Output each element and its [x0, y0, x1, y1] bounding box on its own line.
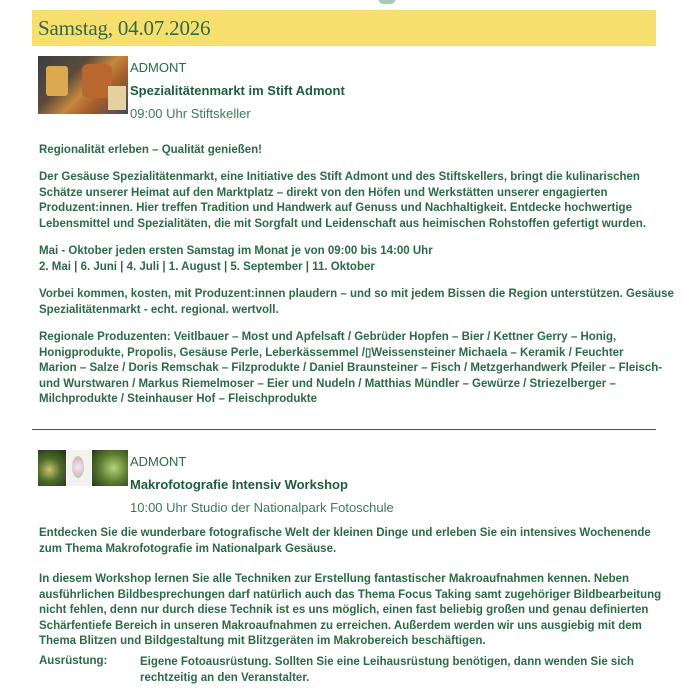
event-text-line: Schätze unserer Heimat auf den Marktplatz – direkt von den Höfen und Werkstätten unserer engagierten: [39, 186, 608, 199]
thumbnail-detail: [108, 86, 126, 110]
equipment-label: Ausrüstung:: [39, 655, 108, 667]
event-time: 09:00 Uhr Stiftskeller: [130, 106, 251, 121]
event-text-line: Vorbei kommen, kosten, mit Produzent:innen plaudern – und so mit jedem Bissen die Region unterstützen. Gesäuse: [39, 288, 674, 300]
event-location: ADMONT: [130, 60, 187, 75]
event-text-line: Milchprodukte / Steinhauser Hof – Fleischprodukte: [39, 393, 317, 405]
date-header: Samstag, 04.07.2026: [38, 16, 211, 40]
flower-icon: [72, 456, 84, 478]
leaf-ornament-icon: [378, 0, 396, 4]
event-text-line: Thema Blitzen und Bildgestaltung mit Blitzgeräten im Makrobereich beschäftigen.: [39, 635, 486, 647]
event-thumbnail-macro-1[interactable]: [38, 450, 66, 486]
event-text-line: Spezialitätenmarkt - echt. regional. wertvoll.: [39, 303, 279, 316]
event-text-line: Schärfentiefe Bereich in unseren Makroaufnahmen zu erreichen. Außerdem werden wir uns ausgiebig mit dem: [39, 619, 642, 632]
event-divider: [32, 429, 656, 430]
event-text-line: Marion – Salze / Doris Remschak – Filzprodukte / Daniel Braunsteiner – Fisch / Metzgerhandwerk Pfeiler – Fleisch-: [39, 362, 663, 374]
event-text-line: ausführlichen Bildbesprechungen darf natürlich auch das Thema Focus Taking samt zugehöriger Bildbearbeitung: [39, 588, 662, 601]
thumbnail-detail: [46, 66, 68, 96]
event-location: ADMONT: [130, 454, 187, 469]
event-text-line: Entdecken Sie die wunderbare fotografische Welt der kleinen Dinge und erleben Sie ein intensives Wochenende: [39, 527, 651, 539]
event-text-line: Lebensmittel und Spezialitäten, die mit Sorgfalt und Leidenschaft aus heimischen Rohstoffen gefertigt wurden.: [39, 217, 647, 230]
event-title[interactable]: Makrofotografie Intensiv Workshop: [130, 477, 348, 492]
event-text-line: Produzent:innen. Hier treffen Tradition und Handwerk auf Genuss und Nachhaltigkeit. Entdecke hochwertige: [39, 202, 632, 214]
event-text-line: Der Gesäuse Spezialitätenmarkt, eine Initiative des Stift Admont und des Stiftskellers, bringt die kulinarischen: [39, 171, 640, 183]
event-thumbnail-macro-2[interactable]: [67, 450, 91, 486]
event-time: 10:00 Uhr Studio der Nationalpark Fotoschule: [130, 500, 394, 515]
equipment-text-line: Eigene Fotoausrüstung. Sollten Sie eine Leihausrüstung benötigen, dann wenden Sie sich: [140, 656, 634, 668]
event-text-line: nicht fehlen, denn nur durch diese Technik ist es uns möglich, einen fast beliebig großen und genau definierten: [39, 604, 649, 616]
event-text-line: 2. Mai | 6. Juni | 4. Juli | 1. August | 5. September | 11. Oktober: [39, 260, 375, 273]
event-text-line: In diesem Workshop lernen Sie alle Techniken zur Erstellung fantastischer Makroaufnahmen kennen. Neben: [39, 573, 630, 585]
event-thumbnail-macro-3[interactable]: [92, 450, 128, 486]
event-thumbnail-market[interactable]: [38, 56, 128, 114]
equipment-text-line: rechtzeitig an den Veranstalter.: [140, 671, 310, 684]
event-text-line: und Wurstwaren / Markus Riemelmoser – Eier und Nudeln / Matthias Mündler – Gewürze / Striezelberger –: [39, 377, 616, 390]
event-text-line: Mai - Oktober jeden ersten Samstag im Monat je von 09:00 bis 14:00 Uhr: [39, 245, 433, 257]
date-header-bar: [32, 10, 656, 46]
event-text-line: zum Thema Makrofotografie im Nationalpark Gesäuse.: [39, 542, 337, 555]
event-text-line: Regionalität erleben – Qualität genießen!: [39, 144, 263, 156]
event-title[interactable]: Spezialitätenmarkt im Stift Admont: [130, 83, 345, 98]
event-text-line: Honigprodukte, Propolis, Gesäuse Perle, Leberkässemmel /▯Weissensteiner Michaela – Keramik / Feuchter: [39, 346, 624, 359]
event-text-line: Regionale Produzenten: Veitlbauer – Most und Apfelsaft / Gebrüder Hopfen – Bier / Kettner Gerry – Honig,: [39, 331, 617, 343]
